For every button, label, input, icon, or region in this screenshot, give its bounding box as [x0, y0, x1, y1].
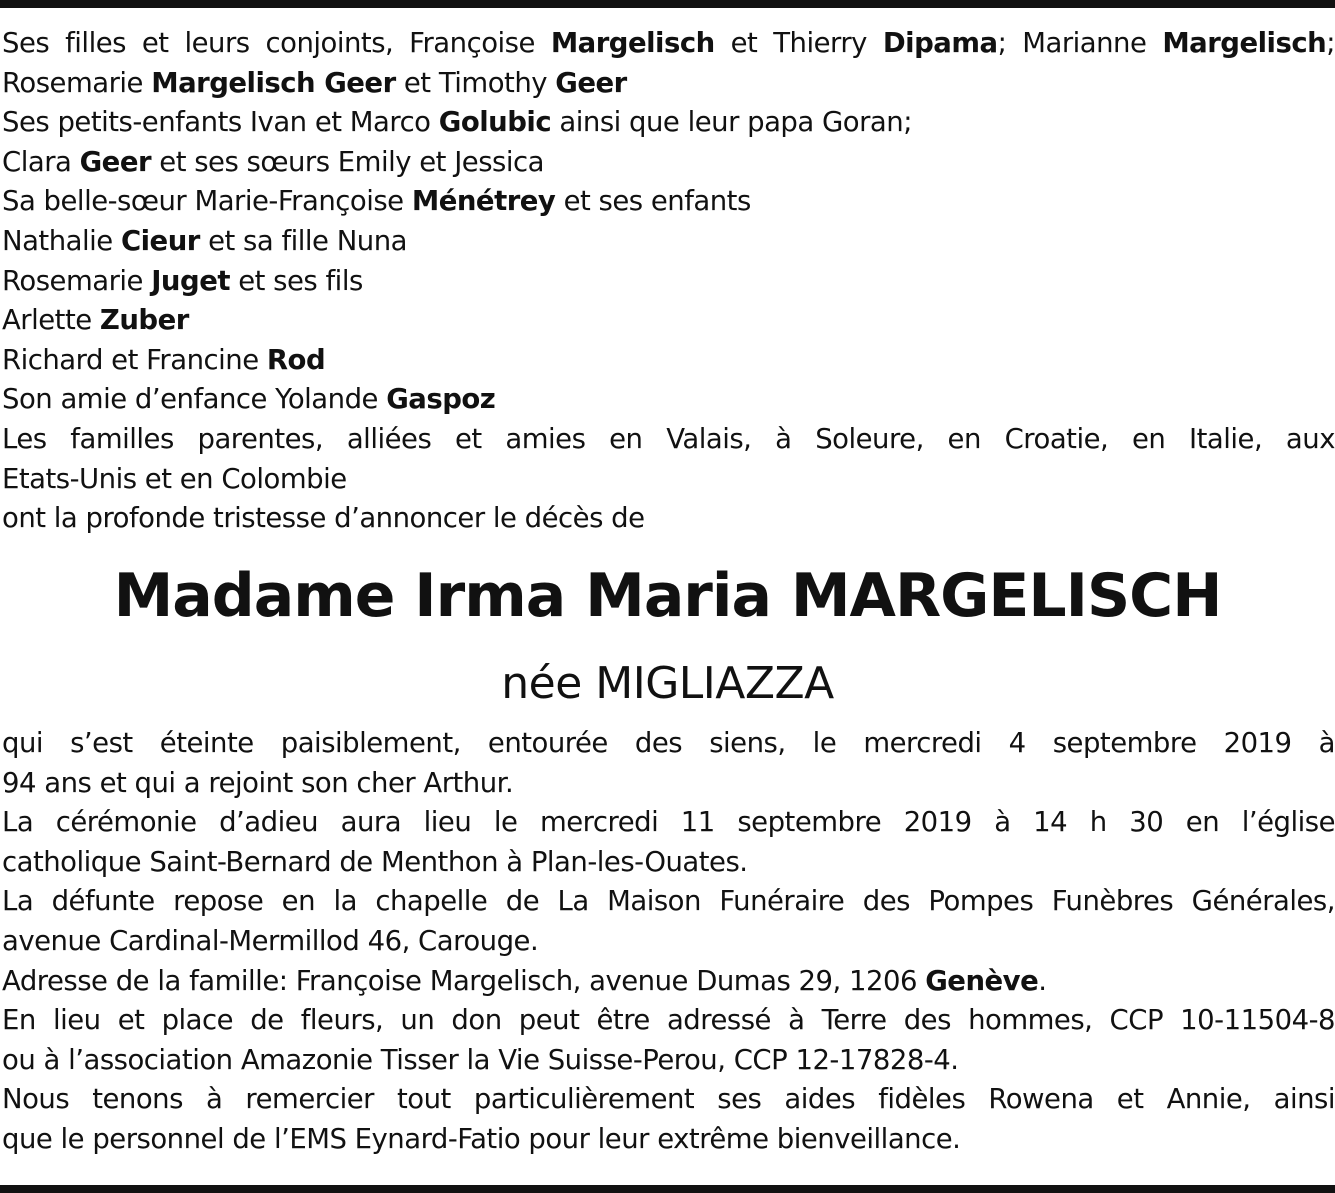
- family-line: [2, 143, 1335, 183]
- detail-line: [2, 962, 1335, 1002]
- family-line: Etats-Unis et en Colombie: [2, 462, 347, 495]
- text: Son amie d’enfance Yolande: [2, 383, 387, 416]
- surname: Cieur: [120, 224, 200, 257]
- detail-line: catholique Saint-Bernard de Menthon à Plan-les-Ouates.: [2, 845, 748, 878]
- surname: Dipama: [882, 27, 998, 59]
- family-line: [2, 341, 1335, 381]
- surname: Margelisch: [550, 27, 715, 59]
- surname: Geer: [555, 66, 627, 99]
- surname: Ménétrey: [411, 185, 556, 218]
- top-border-rule: [0, 0, 1335, 8]
- city: Genève: [925, 964, 1039, 997]
- text: Rosemarie: [2, 264, 152, 297]
- detail-line: La cérémonie d’adieu aura lieu le mercredi 11 septembre 2019 à 14 h 30 en l’église: [2, 806, 1335, 839]
- text: et Timothy: [395, 66, 556, 99]
- detail-line: ou à l’association Amazonie Tisser la Vie Suisse-Perou, CCP 12-17828-4.: [2, 1043, 959, 1076]
- text: Adresse de la famille: Françoise Margelisch, avenue Dumas 29, 1206: [2, 964, 926, 997]
- surname: Margelisch: [1162, 27, 1327, 59]
- family-line: [2, 222, 1335, 262]
- family-line: [2, 380, 1335, 420]
- bottom-border-rule: [0, 1185, 1335, 1193]
- family-line: [2, 103, 1335, 143]
- text: ; Marianne: [997, 27, 1163, 59]
- deceased-name: Madame Irma Maria MARGELISCH: [113, 561, 1222, 631]
- family-announcement-block: [2, 24, 1335, 539]
- surname: Geer: [79, 145, 152, 178]
- detail-line: En lieu et place de fleurs, un don peut être adressé à Terre des hommes, CCP 10-11504-8: [2, 1004, 1335, 1037]
- deceased-maiden-name: née MIGLIAZZA: [501, 658, 834, 709]
- text: Clara: [2, 145, 80, 178]
- family-line: ont la profonde tristesse d’annoncer le décès de: [2, 502, 645, 535]
- text: et ses enfants: [555, 185, 751, 218]
- detail-line: 94 ans et qui a rejoint son cher Arthur.: [2, 766, 514, 799]
- surname: Margelisch Geer: [151, 66, 396, 99]
- surname: Rod: [266, 343, 326, 376]
- surname: Gaspoz: [386, 383, 496, 416]
- text: ainsi que leur papa Goran;: [551, 106, 912, 139]
- family-line: [2, 262, 1335, 302]
- text: Nathalie: [2, 224, 121, 257]
- text: Ses filles et leurs conjoints, Françoise: [2, 27, 551, 59]
- text: ;: [1326, 27, 1335, 59]
- detail-line: La défunte repose en la chapelle de La Maison Funéraire des Pompes Funèbres Générales,: [2, 885, 1335, 918]
- family-line: Les familles parentes, alliées et amies en Valais, à Soleure, en Croatie, en Italie, aux: [2, 422, 1335, 455]
- ceremony-details-block: [2, 724, 1335, 1160]
- text: Ses petits-enfants Ivan et Marco: [2, 106, 439, 139]
- family-line: [2, 24, 1335, 64]
- text: et Thierry: [714, 27, 883, 59]
- detail-line: qui s’est éteinte paisiblement, entourée des siens, le mercredi 4 septembre 2019 à: [2, 727, 1335, 759]
- text: .: [1038, 964, 1047, 997]
- text: Arlette: [2, 304, 100, 337]
- family-line: [2, 182, 1335, 222]
- text: et ses sœurs Emily et Jessica: [151, 145, 544, 178]
- family-line: [2, 64, 1335, 104]
- surname: Zuber: [99, 304, 189, 337]
- text: et ses fils: [230, 264, 363, 297]
- text: et sa fille Nuna: [199, 224, 407, 257]
- detail-line: que le personnel de l’EMS Eynard-Fatio pour leur extrême bienveillance.: [2, 1122, 961, 1155]
- surname: Juget: [151, 264, 230, 297]
- text: Rosemarie: [2, 66, 152, 99]
- surname: Golubic: [438, 106, 552, 139]
- detail-line: Nous tenons à remercier tout particulièrement ses aides fidèles Rowena et Annie, ainsi: [2, 1083, 1335, 1116]
- text: Richard et Francine: [2, 343, 267, 376]
- detail-line: avenue Cardinal-Mermillod 46, Carouge.: [2, 924, 539, 957]
- family-line: [2, 301, 1335, 341]
- text: Sa belle-sœur Marie-Françoise: [2, 185, 412, 218]
